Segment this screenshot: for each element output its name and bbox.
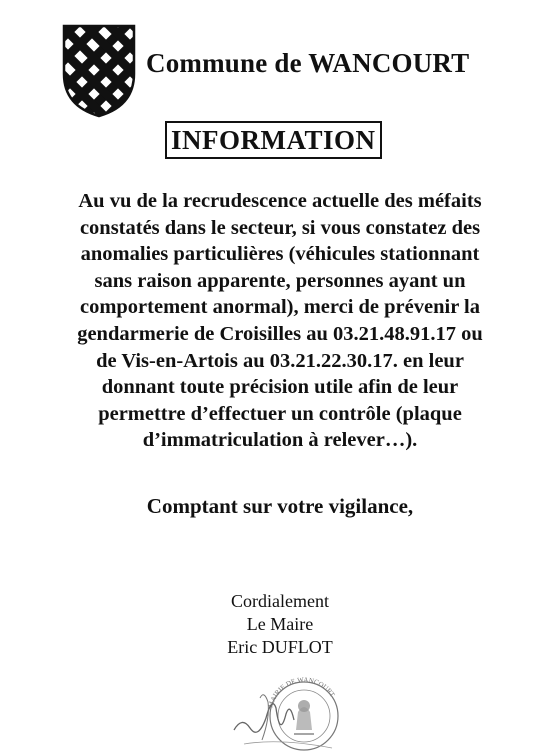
notice-line: anomalies particulières (véhicules stationnant xyxy=(80,243,480,266)
notice-line: sans raison apparente, personnes ayant un xyxy=(94,269,466,292)
notice-line: Au vu de la recrudescence actuelle des méfaits xyxy=(78,190,482,212)
notice-line: d’immatriculation à relever…). xyxy=(142,429,418,452)
notice-line: gendarmerie de Croisilles au 03.21.48.91.17 ou xyxy=(77,322,483,345)
notice-line: de Vis-en-Artois au 03.21.22.30.17. en leur xyxy=(96,349,464,372)
signature-block xyxy=(160,590,400,659)
coat-of-arms-icon xyxy=(60,22,138,118)
notice-body xyxy=(24,188,536,454)
greeting: Cordialement xyxy=(231,591,329,611)
notice-line: comportement anormal), merci de prévenir la xyxy=(79,296,481,319)
mayor-role: Le Maire xyxy=(246,614,314,634)
commune-title: Commune de WANCOURT xyxy=(146,48,470,78)
stamp-text: MAIRIE DE WANCOURT xyxy=(266,675,337,709)
closing-line: Comptant sur votre vigilance, xyxy=(146,494,414,518)
notice-line: donnant toute précision utile afin de leur xyxy=(101,376,459,399)
notice-line: permettre d’effectuer un contrôle (plaque xyxy=(98,402,462,425)
information-heading: INFORMATION xyxy=(165,121,382,159)
mayor-stamp-and-signature xyxy=(220,668,360,754)
mayor-name: Eric DUFLOT xyxy=(227,637,333,657)
notice-line: constatés dans le secteur, si vous constatez des xyxy=(79,216,481,239)
